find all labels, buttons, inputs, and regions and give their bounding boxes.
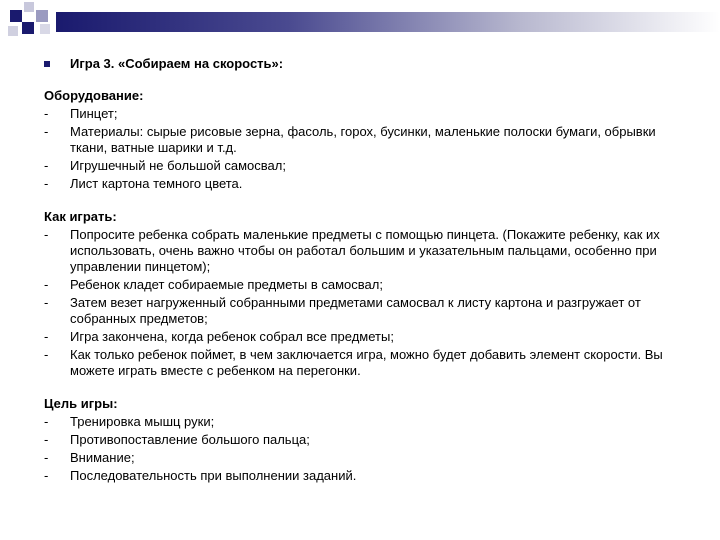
list-item [44,176,684,192]
section-title: Как играть: [44,209,117,224]
list-item [44,277,684,293]
list-item-text: Внимание; [70,450,135,465]
list-item-text: Игра закончена, когда ребенок собрал все предметы; [70,329,394,344]
deco-square [36,10,48,22]
section-goal [44,396,684,484]
slide-content [44,52,684,486]
header-gradient-bar [56,12,720,32]
dash-bullet: - [44,227,49,242]
dash-bullet: - [44,295,49,310]
list-item [44,124,684,156]
deco-square [40,24,50,34]
list-item [44,227,684,275]
deco-square [22,22,34,34]
dash-bullet: - [44,329,49,344]
list-item-text: Тренировка мышц руки; [70,414,215,429]
list-item-text: Ребенок кладет собираемые предметы в самосвал; [70,277,383,292]
deco-square [8,26,18,36]
list-item [44,106,684,122]
list-item-text: Лист картона темного цвета. [70,176,243,191]
list-item [44,295,684,327]
square-bullet-icon [44,61,50,67]
list-item-text: Материалы: сырые рисовые зерна, фасоль, горох, бусинки, маленькие полоски бумаги, обрывки ткани, ватные шарики и т.д. [70,124,656,155]
deco-square [10,10,22,22]
section-equipment [44,88,684,192]
list-item [44,414,684,430]
header-decoration [0,0,720,48]
list-item-text: Игрушечный не большой самосвал; [70,158,286,173]
list-item-text: Противопоставление большого пальца; [70,432,310,447]
dash-bullet: - [44,450,49,465]
deco-square [24,2,34,12]
list-item [44,468,684,484]
game-title: Игра 3. «Собираем на скорость»: [70,56,284,71]
dash-bullet: - [44,158,49,173]
dash-bullet: - [44,277,49,292]
list-item-text: Как только ребенок поймет, в чем заключается игра, можно будет добавить элемент скорости. Вы можете играть вместе с ребенком на перегонки. [70,347,663,378]
list-item-text: Попросите ребенка собрать маленькие предметы с помощью пинцета. (Покажите ребенку, как их использовать, очень важно чтобы он работал большим и указательным пальцами, особенно при управлении пинцетом); [70,227,660,274]
list-item [44,450,684,466]
list-item-text: Затем везет нагруженный собранными предметами самосвал к листу картона и разгружает от собранных предметов; [70,295,641,326]
list-item [44,347,684,379]
dash-bullet: - [44,414,49,429]
game-title-line [44,56,684,71]
list-item [44,432,684,448]
list-item-text: Последовательность при выполнении заданий. [70,468,357,483]
dash-bullet: - [44,468,49,483]
section-how-to-play [44,209,684,379]
dash-bullet: - [44,347,49,362]
list-item-text: Пинцет; [70,106,118,121]
list-item [44,158,684,174]
section-title: Оборудование: [44,88,144,103]
dash-bullet: - [44,432,49,447]
dash-bullet: - [44,124,49,139]
dash-bullet: - [44,106,49,121]
section-title: Цель игры: [44,396,118,411]
dash-bullet: - [44,176,49,191]
list-item [44,329,684,345]
